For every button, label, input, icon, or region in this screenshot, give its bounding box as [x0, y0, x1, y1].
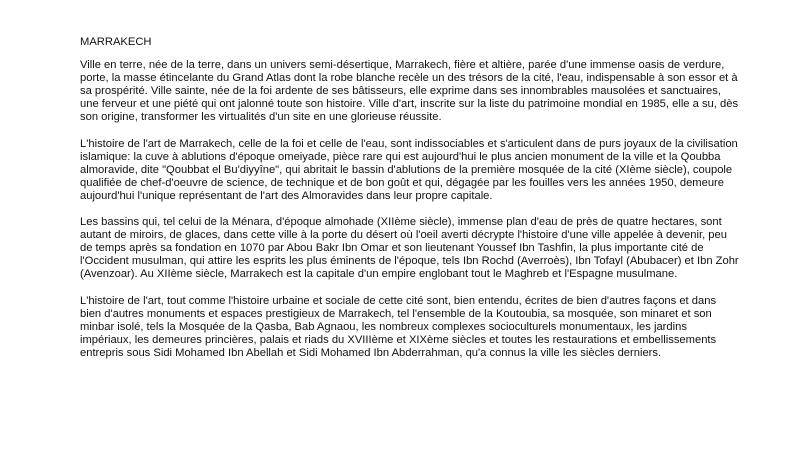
paragraph-art-history: L'histoire de l'art de Marrakech, celle de la foi et celle de l'eau, sont indissociables et s'articulent dans de purs joyaux de la civilisation islamique: la cuve à ablutions d'époque omeiyade, pièce rare qui est aujourd'hui le plus ancien monument de la ville et la Qoubba almoravide, dite "Qoubbat el Bu'diyyîne", qui abritait le bassin d'ablutions de la première mosquée de la cité (XIème siècle), coupole qualifiée de chef-d'oeuvre de science, de technique et de bon goût et qui, dégagée par les fouilles vers les années 1950, demeure aujourd'hui l'unique représentant de l'art des Almoravides dans leur propre capitale. — [80, 137, 738, 202]
document-page — [80, 36, 740, 373]
paragraph-basins: Les bassins qui, tel celui de la Ménara, d'époque almohade (XIIème siècle), immense plan d'eau de près de quatre hectares, sont autant de miroirs, de glaces, dans cette ville à la porte du désert où l'oeil averti décrypte l'histoire d'une ville appelée à devenir, peu de temps après sa fondation en 1070 par Abou Bakr Ibn Omar et son lieutenant Youssef Ibn Tashfin, la plus importante cité de l'Occident musulman, qui attire les esprits les plus éminents de l'époque, tels Ibn Rochd (Averroès), Ibn Tofayl (Abubacer) et Ibn Zohr (Avenzoar). Au XIIème siècle, Marrakech est la capitale d'un empire englobant tout le Maghreb et l'Espagne musulmane. — [80, 216, 739, 281]
paragraph-intro: Ville en terre, née de la terre, dans un univers semi-désertique, Marrakech, fière et altière, parée d'une immense oasis de verdure, porte, la masse étincelante du Grand Atlas dont la robe blanche recèle un des trésors de la cité, l'eau, indispensable à son essor et à sa prospérité. Ville sainte, née de la foi ardente de ses bâtisseurs, elle exprime dans ses innombrables mausolées et sanctuaires, une ferveur et une piété qui ont jalonné toute son histoire. Ville d'art, inscrite sur la liste du patrimoine mondial en 1985, elle a su, dès son origine, transformer les virtualités d'un site en une glorieuse réussite. — [80, 59, 739, 124]
paragraph-monuments: L'histoire de l'art, tout comme l'histoire urbaine et sociale de cette cité sont, bien entendu, écrites de bien d'autres façons et dans bien d'autres monuments et espaces prestigieux de Marrakech, tel l'ensemble de la Koutoubia, sa mosquée, son minaret et son minbar isolé, tels la Mosquée de la Qasba, Bab Agnaou, les nombreux complexes socioculturels monumentaux, les jardins impériaux, les demeures princières, palais et riads du XVIIIème et XIXème siècles et toutes les restaurations et embellissements entrepris sous Sidi Mohamed Ibn Abellah et Sidi Mohamed Ibn Abderrahman, qu'a connus la ville les siècles derniers. — [80, 294, 717, 359]
document-title: MARRAKECH — [80, 36, 152, 48]
